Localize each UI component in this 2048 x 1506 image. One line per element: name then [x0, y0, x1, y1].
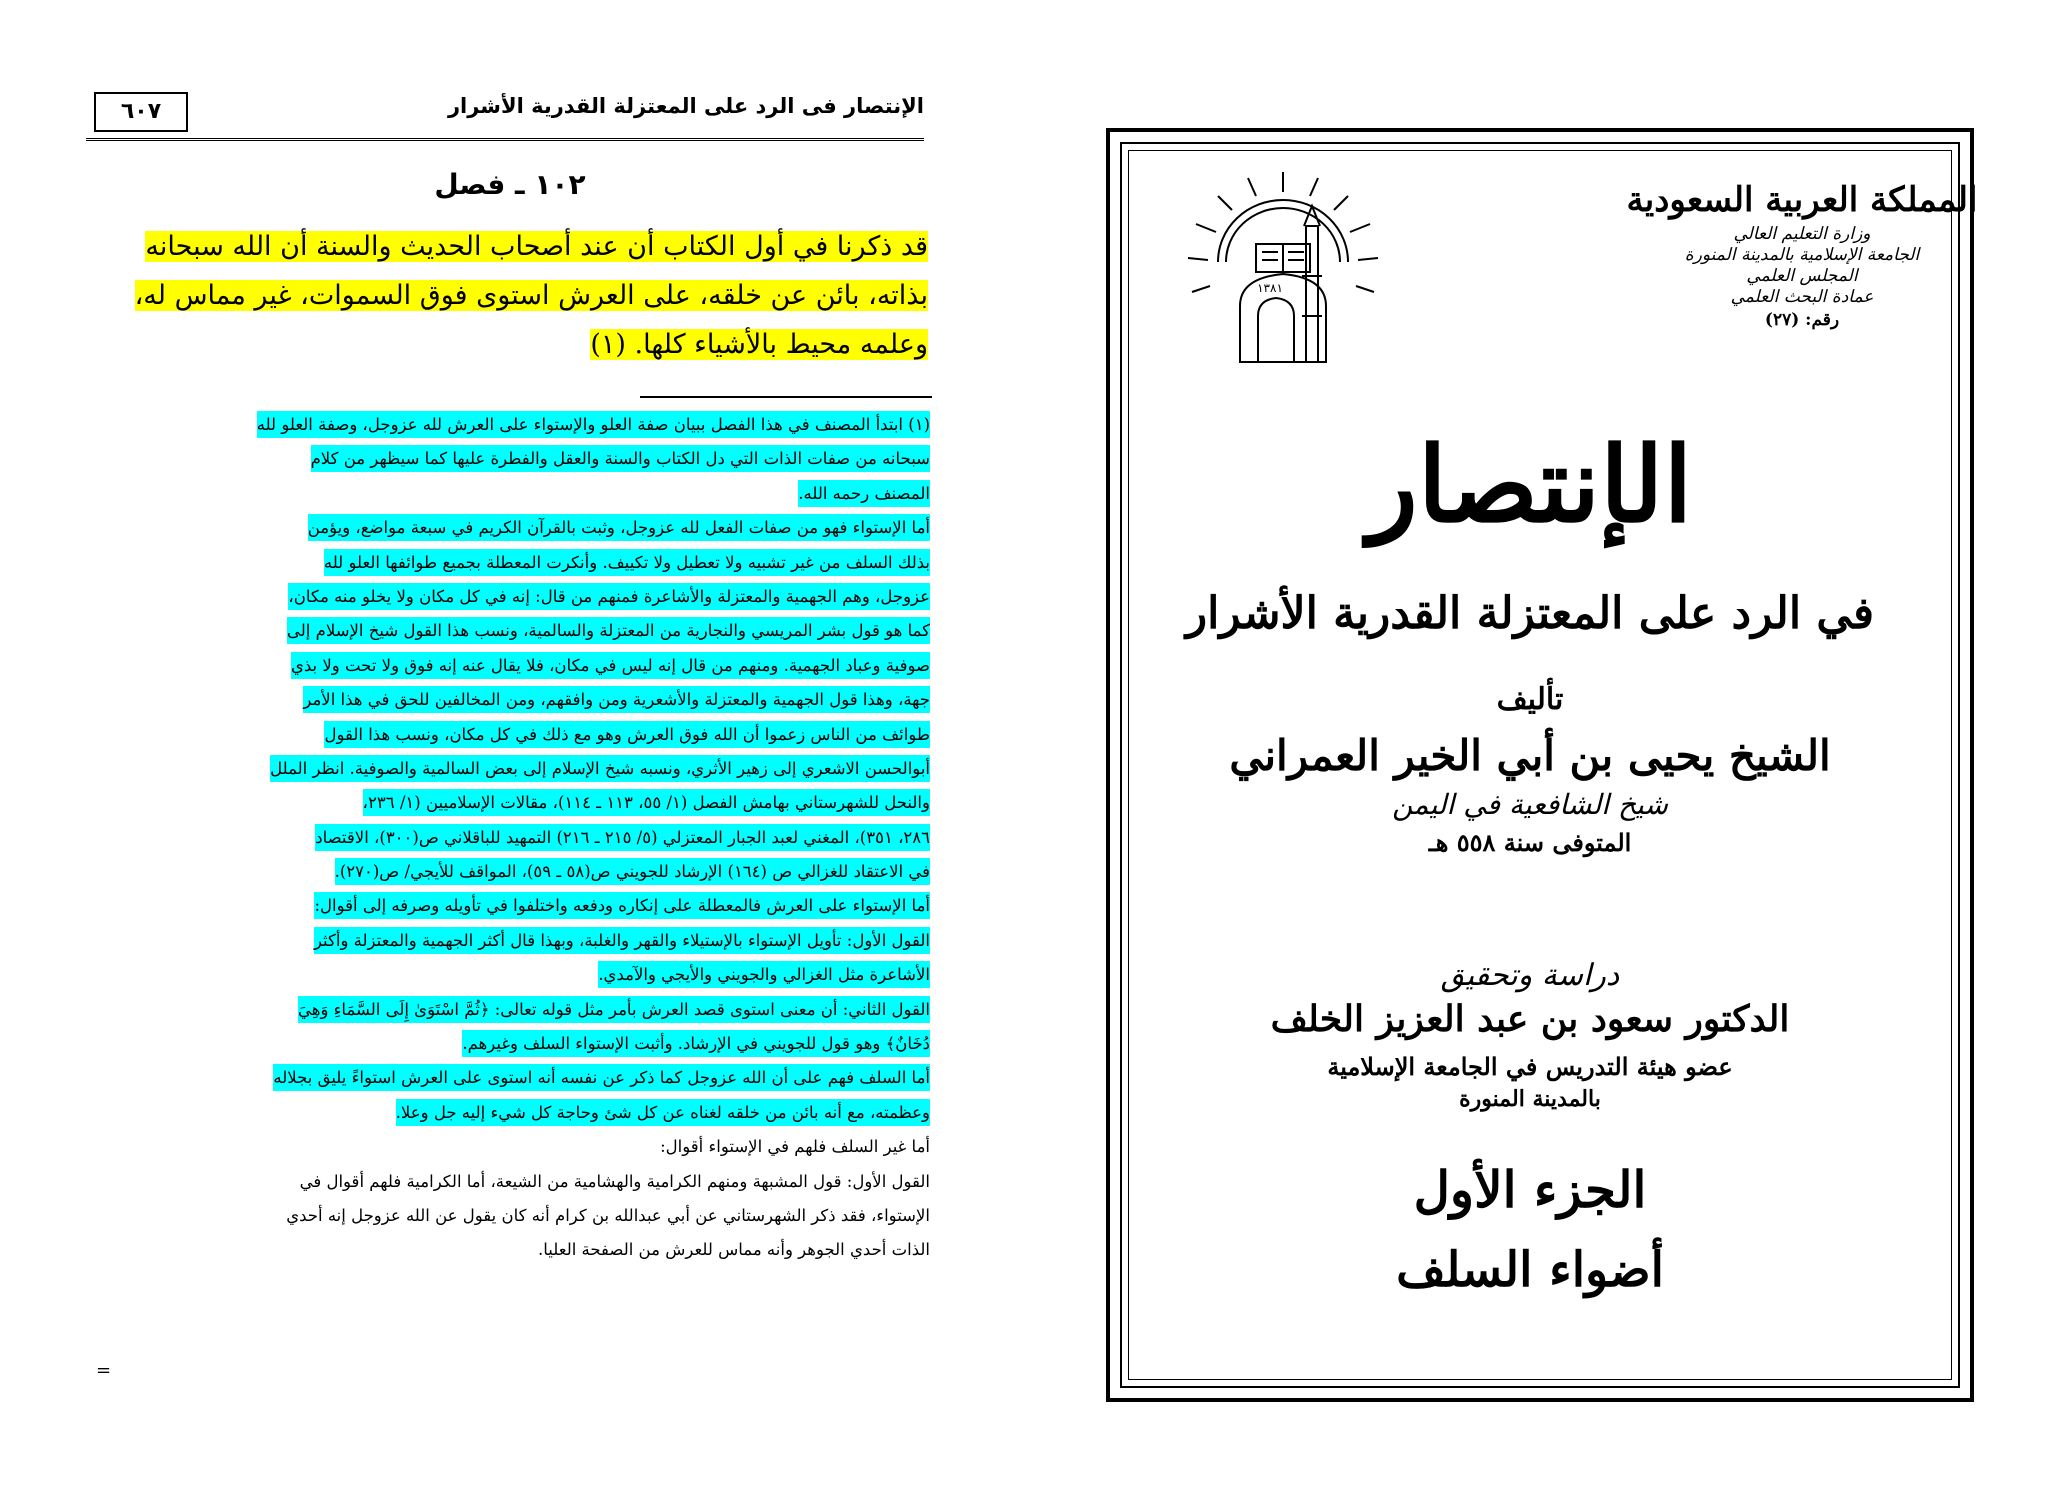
footnote-line	[84, 683, 930, 717]
footnote-line-content: طوائف من الناس زعموا أن الله فوق العرش وهو مع ذلك في كل مكان، ونسب هذا القول	[324, 721, 930, 748]
main-text-line-content: قد ذكرنا في أول الكتاب أن عند أصحاب الحديث والسنة أن الله سبحانه	[145, 231, 928, 262]
footnote-line-content: القول الثاني: أن معنى استوى قصد العرش بأمر مثل قوله تعالى: ﴿ثُمَّ اسْتَوَىٰ إِلَى السَّمَاءِ وَهِيَ	[298, 996, 930, 1023]
editor-title-1: عضو هيئة التدريس في الجامعة الإسلامية	[1327, 1052, 1733, 1081]
author-death: المتوفى سنة ٥٥٨ هـ	[1428, 828, 1632, 857]
left-page	[0, 0, 1010, 1506]
footnote-line-content: أما غير السلف فلهم في الإستواء أقوال:	[660, 1137, 930, 1157]
book-subtitle: في الرد على المعتزلة القدرية الأشرار	[1185, 588, 1875, 639]
editor-title-2: بالمدينة المنورة	[1459, 1086, 1601, 1112]
university-emblem-icon	[1178, 166, 1388, 366]
author-name: الشيخ يحيى بن أبي الخير العمراني	[1229, 731, 1831, 780]
footnote-line-content: صوفية وعباد الجهمية. ومنهم من قال إنه ليس في مكان، فلا يقال عنه إنه فوق ولا تحت ولا بذي	[291, 652, 930, 679]
footnote-line-content: جهة، وهذا قول الجهمية والمعتزلة والأشعرية ومن وافقهم، ومن المخالفين للحق في هذا الأمر	[303, 686, 930, 713]
org-council: المجلس العلمي	[1746, 266, 1858, 286]
footnote-line	[84, 1199, 930, 1233]
footnote-line	[84, 1061, 930, 1095]
footnote-line-content: في الاعتقاد للغزالي ص (١٦٤) الإرشاد للجويني ص(٥٨ ـ ٥٩)، المواقف للأيجي/ ص(٢٧٠).	[335, 858, 930, 885]
footnote-line-content: أما الإستواء فهو من صفات الفعل لله عزوجل، وثبت بالقرآن الكريم في سبعة مواضع، ويؤمن	[308, 514, 930, 541]
footnote-line	[84, 1233, 930, 1267]
footnote-line	[84, 511, 930, 545]
footnote-line	[84, 958, 930, 992]
footnote-line-content: عزوجل، وهم الجهمية والمعتزلة والأشاعرة فمنهم من قال: إنه في كل مكان ولا يخلو منه مكان،	[288, 583, 930, 610]
org-kingdom: المملكة العربية السعودية	[1626, 180, 1978, 220]
footnote-line-content: دُخَانٌ﴾ وهو قول للجويني في الإرشاد. وأثبت الإستواء السلف وغيرهم.	[462, 1030, 930, 1057]
footnote-divider	[640, 396, 932, 398]
footnote-line	[84, 408, 930, 442]
main-text-line	[80, 320, 928, 369]
running-header	[86, 92, 924, 141]
main-text-line-content: وعلمه محيط بالأشياء كلها. (١)	[590, 329, 928, 360]
org-ministry: وزارة التعليم العالي	[1733, 224, 1871, 244]
footnote-line	[84, 580, 930, 614]
running-title: الإنتصار فى الرد على المعتزلة القدرية الأشرار	[447, 94, 924, 118]
footnote-line-content: الإستواء، فقد ذكر الشهرستاني عن أبي عبدالله بن كرام أنه كان يقول عن الله عزوجل إنه أحدي	[286, 1205, 930, 1225]
footnote-line	[84, 855, 930, 889]
footnote-line-content: والنحل للشهرستاني بهامش الفصل (١/ ٥٥، ١١٣ ـ ١١٤)، مقالات الإسلاميين (١/ ٢٣٦،	[363, 789, 930, 816]
footnote-line-content: الذات أحدي الجوهر وأنه مماس للعرش من الصفحة العليا.	[538, 1240, 930, 1260]
footnote-line	[84, 1165, 930, 1199]
footnote-line	[84, 1027, 930, 1061]
volume-label: الجزء الأول	[1413, 1160, 1647, 1219]
footnote-line-content: (١) ابتدأ المصنف في هذا الفصل ببيان صفة العلو والإستواء على العرش لله عزوجل، وصفة العلو لله	[257, 411, 930, 438]
footnote-line-content: أما الإستواء على العرش فالمعطلة على إنكاره ودفعه واختلفوا في تأويله وصرفه إلى أقوال:	[314, 892, 930, 919]
page-number: ٦٠٧	[94, 92, 188, 132]
footnote-line-content: أبوالحسن الاشعري إلى زهير الأثري، ونسبه شيخ الإسلام إلى بعض السالمية والصوفية. انظر الملل	[270, 755, 930, 782]
footnote-line-content: الأشاعرة مثل الغزالي والجويني والأيجي والآمدي.	[598, 961, 930, 988]
section-heading: ١٠٢ ـ فصل	[434, 168, 586, 201]
continuation-mark: =	[96, 1360, 112, 1381]
footnote-line	[84, 821, 930, 855]
right-page	[1010, 0, 2048, 1506]
footnote-line	[84, 477, 930, 511]
footnote-line-content: بذلك السلف من غير تشبيه ولا تعطيل ولا تكييف. وأنكرت المعطلة بجميع طوائفها العلو لله	[324, 549, 930, 576]
footnote-line-content: أما السلف فهم على أن الله عزوجل كما ذكر عن نفسه أنه استوى على العرش استواءً يليق بجلاله	[273, 1064, 930, 1091]
footnote-line-content: كما هو قول بشر المريسي والنجارية من المعتزلة والسالمية، ونسب هذا القول شيخ الإسلام إلى	[287, 617, 930, 644]
footnote-line	[84, 752, 930, 786]
footnote-line-content: وعظمته، مع أنه بائن من خلقه لغناه عن كل شئ وحاجة كل شيء إليه جل وعلا.	[396, 1099, 930, 1126]
main-text	[80, 222, 928, 369]
footnote-line	[84, 786, 930, 820]
org-university: الجامعة الإسلامية بالمدينة المنورة	[1684, 245, 1920, 265]
footnote-line	[84, 889, 930, 923]
footnote-line	[84, 546, 930, 580]
footnote-line-content: سبحانه من صفات الذات التي دل الكتاب والسنة والعقل والفطرة عليها كما سيظهر من كلام	[311, 445, 930, 472]
series-number: رقم: (٢٧)	[1764, 310, 1840, 330]
study-label: دراسة وتحقيق	[1440, 958, 1620, 993]
footnote-line	[84, 718, 930, 752]
footnotes	[84, 408, 930, 1268]
author-title: شيخ الشافعية في اليمن	[1392, 788, 1668, 821]
main-text-line-content: بذاته، بائن عن خلقه، على العرش استوى فوق السموات، غير مماس له،	[134, 280, 928, 311]
footnote-line	[84, 614, 930, 648]
footnote-line	[84, 993, 930, 1027]
book-title: الإنتصار	[1367, 423, 1693, 546]
footnote-line-content: ٢٨٦، ٣٥١)، المغني لعبد الجبار المعتزلي (٥/ ٢١٥ ـ ٢١٦) التمهيد للباقلاني ص(٣٠٠)، الاقتصاد	[315, 824, 930, 851]
main-text-line	[80, 222, 928, 271]
footnote-line-content: المصنف رحمه الله.	[798, 480, 930, 507]
footnote-line	[84, 924, 930, 958]
issuing-organization	[1622, 176, 1982, 332]
footnote-line	[84, 1130, 930, 1164]
footnote-line	[84, 1096, 930, 1130]
footnote-line-content: القول الأول: قول المشبهة ومنهم الكرامية والهشامية من الشيعة، أما الكرامية فلهم أقوال في	[299, 1171, 930, 1191]
org-deanship: عمادة البحث العلمي	[1730, 287, 1874, 307]
authorship-label: تأليف	[1496, 682, 1564, 717]
publisher-name: أضواء السلف	[1396, 1242, 1664, 1298]
footnote-line	[84, 649, 930, 683]
main-text-line	[80, 271, 928, 320]
editor-name: الدكتور سعود بن عبد العزيز الخلف	[1270, 998, 1790, 1040]
footnote-line	[84, 442, 930, 476]
footnote-line-content: القول الأول: تأويل الإستواء بالإستيلاء والقهر والغلبة، وبهذا قال أكثر الجهمية والمعتزلة وأكثر	[314, 927, 930, 954]
emblem-year: ١٣٨١	[1257, 281, 1283, 295]
